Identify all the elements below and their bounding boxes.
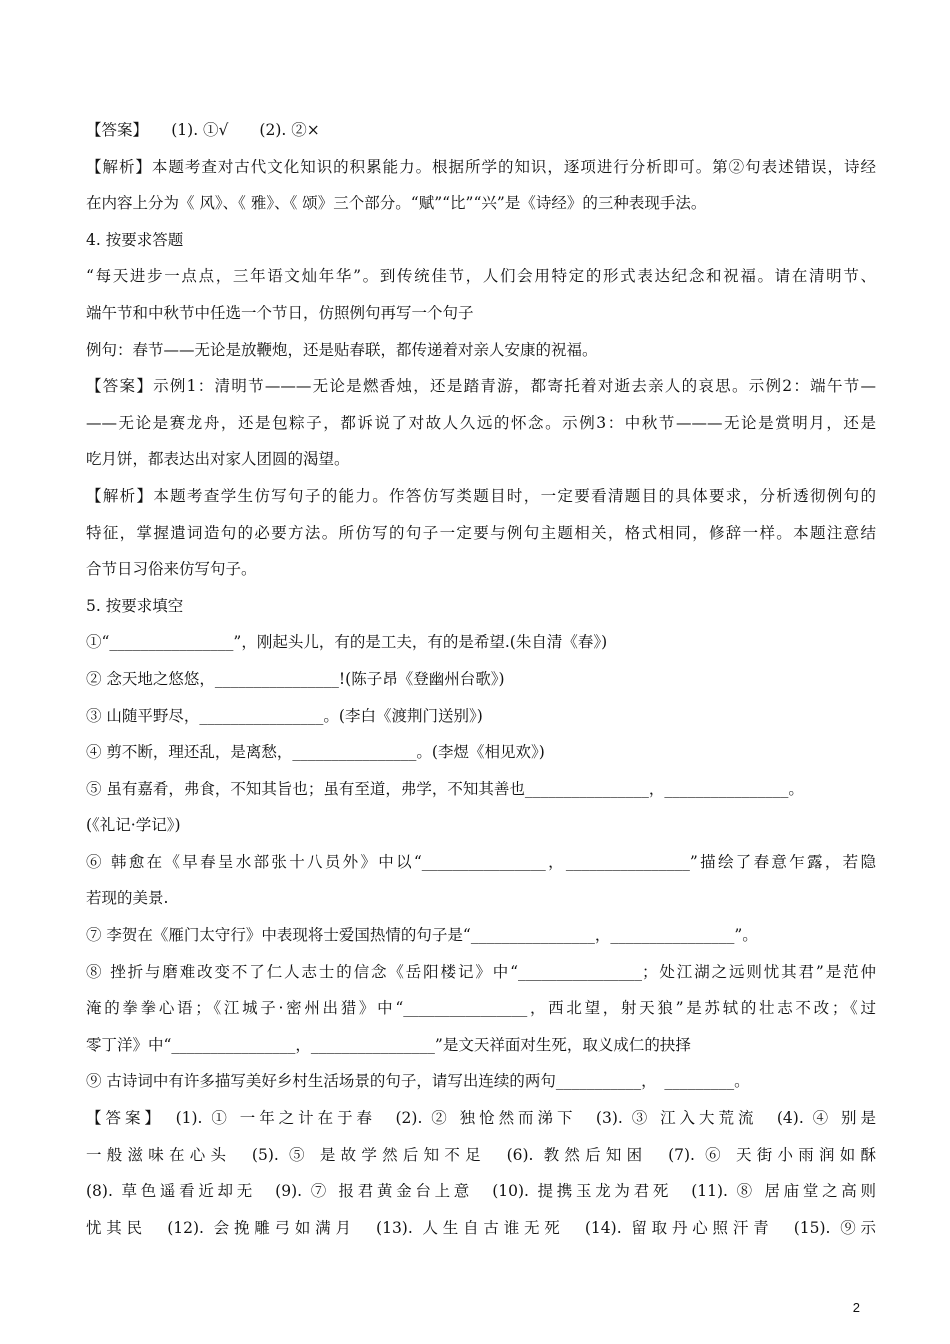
question-text: 端午节和中秋节中任选一个节日，仿照例句再写一个句子 — [86, 303, 474, 322]
fill-blank-item: (《礼记·学记》) — [86, 816, 181, 835]
example-sentence: 例句：春节——无论是放鞭炮，还是贴春联，都传递着对亲人安康的祝福。 — [86, 340, 598, 359]
fill-blank-item: ③ 山随平野尽，________________。(李白《渡荆门送别》) — [86, 706, 483, 725]
page-content — [86, 112, 876, 1246]
answer-line: 【答案】 (1). ①√ (2). ②× — [86, 121, 320, 139]
fill-blank-item: ①“________________”，刚起头儿，有的是工夫，有的是希望.(朱自清《春》) — [86, 633, 608, 652]
analysis-line: 在内容上分为《 风》、《 雅》、《 颂》三个部分。“赋”“比”“兴”是《诗经》的三种表现手法。 — [86, 194, 707, 213]
fill-blank-item: ⑤ 虽有嘉肴，弗食，不知其旨也；虽有至道，弗学，不知其善也________________，________________。 — [86, 779, 804, 798]
question-text: “每天进步一点点，三年语文灿年华”。到传统佳节，人们会用特定的形式表达纪念和祝福。请在清明节、 — [86, 267, 876, 286]
fill-blank-item: ⑦ 李贺在《雁门太守行》中表现将士爱国热情的句子是“________________，________________”。 — [86, 926, 758, 945]
fill-blank-item: ④ 剪不断，理还乱，是离愁，________________。(李煜《相见欢》) — [86, 743, 545, 762]
page-number: 2 — [852, 1300, 860, 1315]
analysis-line: 特征，掌握遣词造句的必要方法。所仿写的句子一定要与例句主题相关，格式相同，修辞一样。本题注意结 — [86, 523, 876, 542]
answer-line: 忧其民 (12). 会挽雕弓如满月 (13). 人生自古谁无死 (14). 留取丹心照汗青 (15). ⑨示 — [86, 1218, 876, 1237]
fill-blank-item: ⑧ 挫折与磨难改变不了仁人志士的信念《岳阳楼记》中“________________；处江湖之远则忧其君”是范仲 — [86, 962, 876, 981]
answer-line: 【答案】示例1：清明节———无论是燃香烛，还是踏青游，都寄托着对逝去亲人的哀思。示例2：端午节— — [86, 377, 876, 396]
fill-blank-item: ⑨ 古诗词中有许多描写美好乡村生活场景的句子，请写出连续的两句___________， _________。 — [86, 1072, 750, 1091]
analysis-line: 【解析】本题考查学生仿写句子的能力。作答仿写类题目时，一定要看清题目的具体要求，分析透彻例句的 — [86, 486, 876, 505]
answer-line: ——无论是赛龙舟，还是包粽子，都诉说了对故人久远的怀念。示例3：中秋节———无论是赏明月，还是 — [86, 413, 876, 432]
analysis-line: 【解析】本题考查对古代文化知识的积累能力。根据所学的知识，逐项进行分析即可。第②句表述错误，诗经 — [86, 157, 876, 176]
question-heading: 5. 按要求填空 — [86, 596, 184, 615]
fill-blank-item: ⑥ 韩愈在《早春呈水部张十八员外》中以“________________，________________”描绘了春意乍露，若隐 — [86, 852, 876, 871]
analysis-line: 合节日习俗来仿写句子。 — [86, 560, 257, 579]
fill-blank-item: 若现的美景. — [86, 889, 169, 908]
answer-line: 【答案】 (1). ① 一年之计在于春 (2). ② 独怆然而涕下 (3). ③ 江入大荒流 (4). ④ 别是 — [86, 1109, 876, 1128]
answer-line: 吃月饼，都表达出对家人团圆的渴望。 — [86, 450, 350, 469]
fill-blank-item: ② 念天地之悠悠，________________!(陈子昂《登幽州台歌》) — [86, 669, 505, 688]
answer-line: (8). 草色遥看近却无 (9). ⑦ 报君黄金台上意 (10). 提携玉龙为君死 (11). ⑧ 居庙堂之高则 — [86, 1182, 876, 1201]
question-heading: 4. 按要求答题 — [86, 230, 184, 249]
fill-blank-item: 淹的拳拳心语；《江城子·密州出猎》中“________________，西北望，射天狼”是苏轼的壮志不改；《过 — [86, 999, 876, 1018]
answer-line: 一般滋味在心头 (5). ⑤ 是故学然后知不足 (6). 教然后知困 (7). ⑥ 天街小雨润如酥 — [86, 1145, 876, 1164]
fill-blank-item: 零丁洋》中“________________，________________”是文天祥面对生死，取义成仁的抉择 — [86, 1035, 691, 1054]
